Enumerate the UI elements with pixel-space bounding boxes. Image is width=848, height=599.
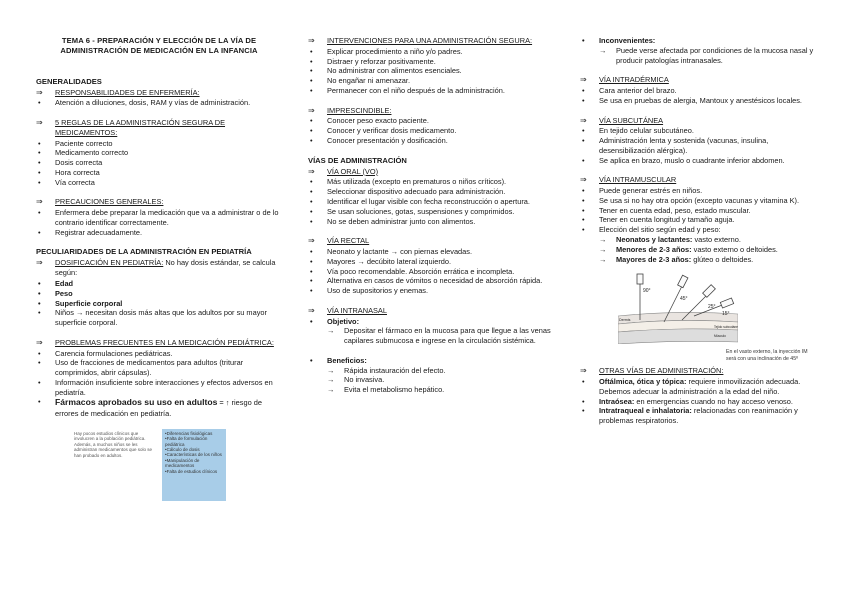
sub-item xyxy=(580,235,820,245)
item-rest: relacionadas con reanimación y problemas respiratorios. xyxy=(599,406,798,426)
angle-45-label: 45° xyxy=(680,296,688,303)
resp-list xyxy=(36,98,282,108)
otras-list xyxy=(580,377,820,426)
list-item: • Hora correcta xyxy=(36,168,282,178)
rectal-heading xyxy=(308,236,558,246)
prec-heading-text: PRECAUCIONES GENERALES: xyxy=(55,197,164,207)
item-rest: requiere inmovilización adecuada. Debemos adecuar la administración a la edad del niño. xyxy=(599,377,801,396)
prob-last-bold: Fármacos aprobados su uso en adultos xyxy=(55,397,218,408)
list-item: • Dosis correcta xyxy=(36,158,282,168)
list-item: • Enfermera debe preparar la medicación que va a administrar o de lo contrario identificar correctamente. xyxy=(36,208,282,228)
item-bold: Oftálmica, ótica y tópica: xyxy=(599,377,687,387)
incon-sublist xyxy=(580,46,820,66)
item-bold: Intraósea: xyxy=(599,396,635,406)
double-arrow-icon: ⇒ xyxy=(36,87,43,97)
impres-heading-text: IMPRESCINDIBLE: xyxy=(327,105,392,115)
list-item: • No engañar ni amenazar. xyxy=(308,76,558,86)
list-item: • Tener en cuenta longitud y tamaño aguja. xyxy=(580,215,820,225)
list-item: • Identificar el lugar visible con fecha reconstrucción o apertura. xyxy=(308,197,558,207)
nasal-list xyxy=(308,317,558,327)
list-item: • Se usa en pruebas de alergia, Mantoux y anestésicos locales. xyxy=(580,96,820,106)
oral-heading-text: VÍA ORAL (VO) xyxy=(327,166,379,176)
item-bold: Intratraqueal e inhalatoria: xyxy=(599,406,692,416)
list-item: • Uso de fracciones de medicamentos para adultos (triturar comprimidos, abrir cápsulas). xyxy=(36,358,282,378)
sub-item: → Evita el metabolismo hepático. xyxy=(308,385,558,395)
page-title xyxy=(36,36,282,57)
list-item: • Alternativa en casos de vómitos o necesidad de absorción rápida. xyxy=(308,276,558,286)
list-item: • Mayores → decúbito lateral izquierdo. xyxy=(308,257,558,267)
im-sublist xyxy=(580,235,820,264)
double-arrow-icon: ⇒ xyxy=(36,197,43,207)
list-item: • Peso xyxy=(36,289,282,299)
list-item xyxy=(580,377,820,397)
list-item: • Más utilizada (excepto en prematuros o niños críticos). xyxy=(308,177,558,187)
double-arrow-icon: ⇒ xyxy=(308,105,315,115)
intrad-list xyxy=(580,86,820,106)
list-item xyxy=(580,397,820,407)
list-item: • Objetivo: xyxy=(308,317,558,327)
im-list xyxy=(580,186,820,235)
sub-item: → Depositar el fármaco en la mucosa para que llegue a las venas capilares submucosa e ingrese en la circulación sistémica. xyxy=(308,326,558,346)
figure-caption: En el vasto externo, la inyección IM será con una inclinación de 45º xyxy=(726,349,808,362)
angle-90-label: 90° xyxy=(643,288,651,295)
dosif-heading xyxy=(36,258,282,278)
list-item: • No se deben administrar junto con alimentos. xyxy=(308,217,558,227)
list-item: • Vía correcta xyxy=(36,178,282,188)
intrad-heading-text: VÍA INTRADÉRMICA xyxy=(599,75,669,85)
list-item: • Se usa si no hay otra opción (excepto vacunas y vitamina K). xyxy=(580,196,820,206)
list-item: • Información insuficiente sobre interacciones y efectos adversos en pediatría. xyxy=(36,378,282,398)
double-arrow-icon: ⇒ xyxy=(308,236,315,246)
dosif-heading-text: DOSIFICACIÓN EN PEDIATRÍA: xyxy=(55,258,164,268)
list-item: • En tejido celular subcutáneo. xyxy=(580,126,820,136)
mini-infographic-text: Hay pocos estudios clínicos que involucren a la población pediátrica. Además, a muchos niños se les administran medicamentos que solo se han probado en adultos. xyxy=(74,430,153,459)
oral-heading xyxy=(308,167,558,177)
sub-item: → Rápida instauración del efecto. xyxy=(308,366,558,376)
list-item: • No administrar con alimentos esenciales. xyxy=(308,66,558,76)
list-item: • Inconvenientes: xyxy=(580,36,820,46)
double-arrow-icon: ⇒ xyxy=(580,366,587,376)
list-item: • Medicamento correcto xyxy=(36,148,282,158)
mini-item: • Falta de estudios clínicos xyxy=(165,469,224,474)
list-item: • Se aplica en brazo, muslo o cuadrante inferior abdomen. xyxy=(580,156,820,166)
list-item: • Atención a diluciones, dosis, RAM y vías de administración. xyxy=(36,98,282,108)
list-item: • Vía poco recomendable. Absorción errática e incompleta. xyxy=(308,267,558,277)
double-arrow-icon: ⇒ xyxy=(580,75,587,85)
section-generalidades: GENERALIDADES xyxy=(36,76,102,86)
list-item: • Conocer presentación y dosificación. xyxy=(308,136,558,146)
list-item: • Superficie corporal xyxy=(36,299,282,309)
reglas-heading xyxy=(36,118,282,138)
otras-heading-text: OTRAS VÍAS DE ADMINISTRACIÓN: xyxy=(599,366,724,376)
list-item: • Permanecer con el niño después de la administración. xyxy=(308,86,558,96)
prec-list xyxy=(36,208,282,237)
sub-item: → No invasiva. xyxy=(308,375,558,385)
list-item: • Conocer y verificar dosis medicamento. xyxy=(308,126,558,136)
list-item xyxy=(580,406,820,426)
sub-item-rest: vasto externo. xyxy=(692,235,741,245)
list-item: • Paciente correcto xyxy=(36,139,282,149)
im-heading xyxy=(580,175,820,185)
double-arrow-icon: ⇒ xyxy=(36,258,43,268)
list-item: • Administración lenta y sostenida (vacunas, insulina, desensibilización alérgica). xyxy=(580,136,820,156)
double-arrow-icon: ⇒ xyxy=(580,175,587,185)
sub-item-bold: Mayores de 2-3 años: xyxy=(616,254,692,264)
sub-item-rest: glúteo o deltoides. xyxy=(691,254,754,264)
title-line-2: ADMINISTRACIÓN DE MEDICACIÓN EN LA INFANCIA xyxy=(60,46,258,56)
subc-list xyxy=(580,126,820,165)
list-item: • Seleccionar dispositivo adecuado para administración. xyxy=(308,187,558,197)
list-item: • Elección del sitio según edad y peso: xyxy=(580,225,820,235)
beneficios-list xyxy=(308,356,558,366)
angle-25-label: 25° xyxy=(708,304,716,311)
list-item: • Carencia formulaciones pediátricas. xyxy=(36,349,282,359)
title-line-1: TEMA 6 - PREPARACIÓN Y ELECCIÓN DE LA VÍA DE xyxy=(61,36,257,45)
mini-infographic xyxy=(74,429,264,501)
mini-infographic-box xyxy=(162,429,226,501)
sub-item xyxy=(580,255,820,265)
list-item: • Puede generar estrés en niños. xyxy=(580,186,820,196)
double-arrow-icon: ⇒ xyxy=(36,118,43,128)
reglas-list xyxy=(36,139,282,188)
angle-15-label: 15° xyxy=(722,311,730,318)
sub-item-rest: vasto externo o deltoides. xyxy=(691,244,778,254)
list-item: • Cara anterior del brazo. xyxy=(580,86,820,96)
prob-heading-text: PROBLEMAS FRECUENTES EN LA MEDICACIÓN PEDIÁTRICA: xyxy=(55,337,274,347)
dermis-label: Dermis xyxy=(619,318,631,323)
nasal-heading xyxy=(308,306,558,316)
beneficios-sublist xyxy=(308,366,558,395)
prob-last-rest: = ↑ riesgo de errores de medicación en pediatría. xyxy=(55,398,262,418)
prec-heading xyxy=(36,197,282,207)
double-arrow-icon: ⇒ xyxy=(308,166,315,176)
incon-list xyxy=(580,36,820,46)
column-2 xyxy=(308,36,558,395)
im-heading-text: VÍA INTRAMUSCULAR xyxy=(599,175,677,185)
nasal-heading-text: VÍA INTRANASAL xyxy=(327,305,387,315)
mini-item: • Falta de formulación pediátrica xyxy=(165,436,224,447)
injection-angles-figure xyxy=(618,270,808,362)
mini-item: • Características de los niños xyxy=(165,452,224,457)
interv-list xyxy=(308,47,558,96)
column-3 xyxy=(580,36,820,426)
interv-heading xyxy=(308,36,558,46)
list-item xyxy=(36,397,282,418)
objetivo-sublist xyxy=(308,326,558,346)
sub-item-bold: Menores de 2-3 años: xyxy=(616,244,692,254)
resp-heading xyxy=(36,88,282,98)
double-arrow-icon: ⇒ xyxy=(36,337,43,347)
oral-list xyxy=(308,177,558,226)
injection-angles-illustration xyxy=(618,270,738,344)
rectal-list xyxy=(308,247,558,296)
list-item: • Se usan soluciones, gotas, suspensiones y comprimidos. xyxy=(308,207,558,217)
double-arrow-icon: ⇒ xyxy=(308,36,315,45)
dosif-list xyxy=(36,279,282,328)
subc-heading-text: VÍA SUBCUTÁNEA xyxy=(599,115,664,125)
interv-heading-text: INTERVENCIONES PARA UNA ADMINISTRACIÓN SEGURA: xyxy=(327,36,533,45)
otras-heading xyxy=(580,366,820,376)
musculo-label: Músculo xyxy=(714,334,726,339)
list-item: • Distraer y reforzar positivamente. xyxy=(308,57,558,67)
reglas-heading-text: 5 REGLAS DE LA ADMINISTRACIÓN SEGURA DE MEDICAMENTOS: xyxy=(55,118,226,137)
mini-item: • Manipulación de medicamentos xyxy=(165,458,224,469)
list-item: • Neonato y lactante → con piernas elevadas. xyxy=(308,247,558,257)
impres-heading xyxy=(308,106,558,116)
list-item: • Registrar adecuadamente. xyxy=(36,228,282,238)
list-item: • Niños → necesitan dosis más altas que los adultos por su mayor superficie corporal. xyxy=(36,308,282,328)
list-item: • Edad xyxy=(36,279,282,289)
section-peculiaridades: PECULIARIDADES DE LA ADMINISTRACIÓN EN PEDIATRÍA xyxy=(36,247,252,257)
mini-item: • Cálculo de dosis xyxy=(165,447,224,452)
list-item: • Tener en cuenta edad, peso, estado muscular. xyxy=(580,206,820,216)
double-arrow-icon: ⇒ xyxy=(580,115,587,125)
item-rest: en emergencias cuando no hay acceso venoso. xyxy=(634,396,793,406)
prob-heading xyxy=(36,338,282,348)
mini-item: • Diferencias fisiológicas xyxy=(165,431,224,436)
section-vias: VÍAS DE ADMINISTRACIÓN xyxy=(308,155,407,165)
list-item: • Uso de supositorios y enemas. xyxy=(308,286,558,296)
sub-item xyxy=(580,245,820,255)
double-arrow-icon: ⇒ xyxy=(308,305,315,315)
list-item: • Conocer peso exacto paciente. xyxy=(308,116,558,126)
tejido-label: Tejido subcutáneo xyxy=(714,325,738,330)
rectal-heading-text: VÍA RECTAL xyxy=(327,236,370,246)
resp-heading-text: RESPONSABILIDADES DE ENFERMERÍA: xyxy=(55,87,200,97)
dosif-heading-rest: No hay dosis estándar, se calcula según: xyxy=(55,258,276,278)
prob-list xyxy=(36,349,282,419)
list-item: • Explicar procedimiento a niño y/o padres. xyxy=(308,47,558,57)
subc-heading xyxy=(580,116,820,126)
intrad-heading xyxy=(580,75,820,85)
sub-item-bold: Neonatos y lactantes: xyxy=(616,235,693,245)
column-1 xyxy=(36,36,282,501)
sub-item: → Puede verse afectada por condiciones de la mucosa nasal y producir patologías intranasales. xyxy=(580,46,820,66)
impres-list xyxy=(308,116,558,145)
list-item: • Beneficios: xyxy=(308,356,558,366)
